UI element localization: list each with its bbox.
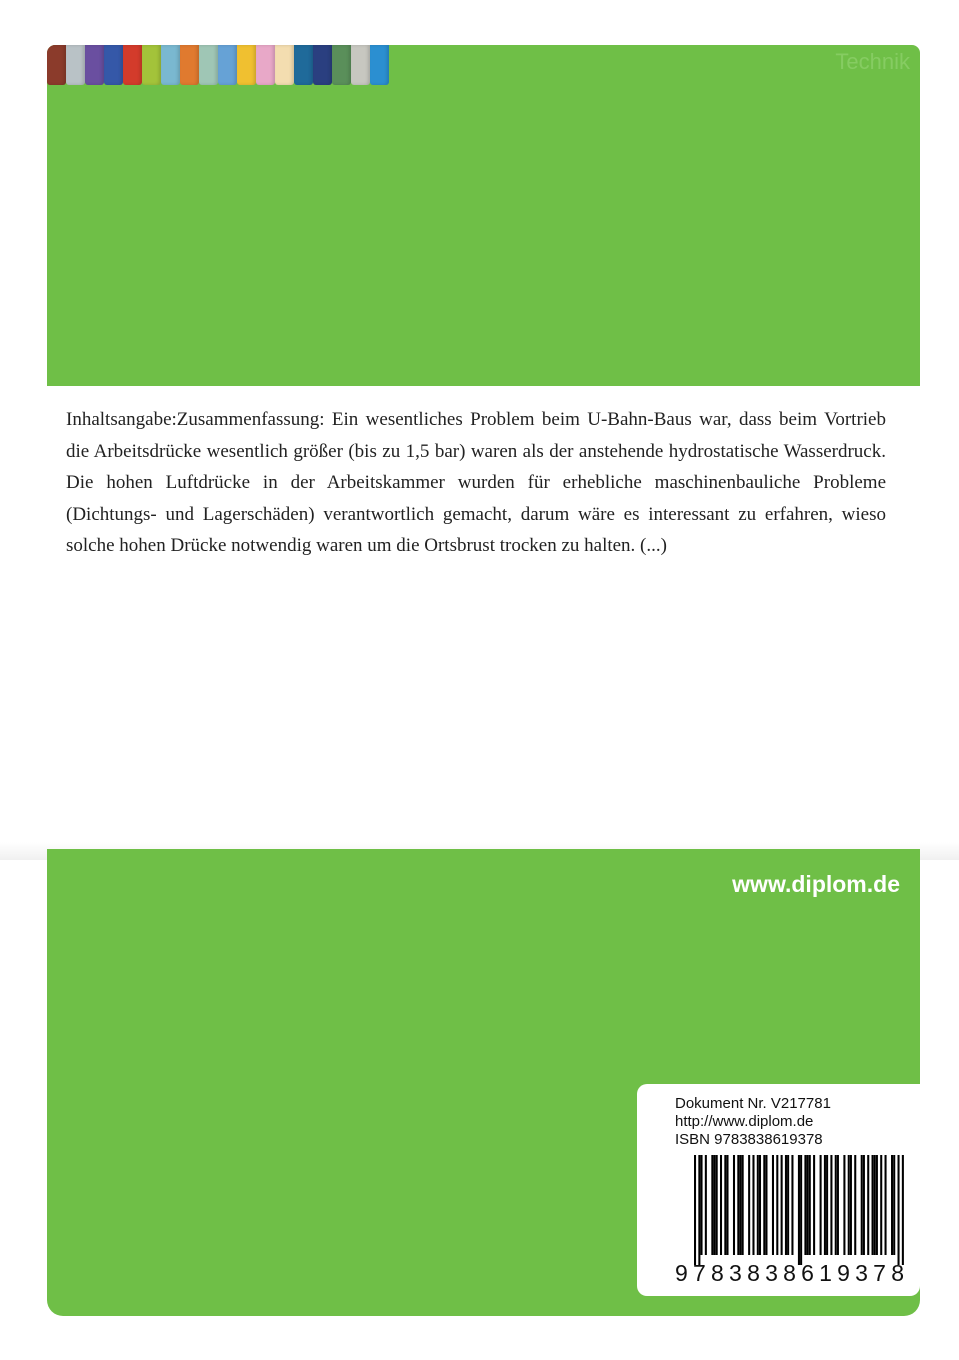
color-stripe xyxy=(142,45,161,85)
isbn-digit: 9 xyxy=(675,1260,689,1286)
barcode-bar xyxy=(752,1155,754,1255)
barcode-bar xyxy=(713,1155,715,1255)
isbn-digit: 8 xyxy=(891,1260,905,1286)
color-stripe xyxy=(180,45,199,85)
barcode-bar xyxy=(809,1155,811,1255)
barcode-bar xyxy=(716,1155,718,1255)
barcode-bar xyxy=(867,1155,869,1255)
color-stripe xyxy=(104,45,123,85)
isbn-digit: 9 xyxy=(837,1260,851,1286)
barcode-bar xyxy=(724,1155,726,1255)
barcode-bar xyxy=(742,1155,744,1255)
barcode-bar xyxy=(863,1155,865,1255)
barcode-bar xyxy=(893,1155,895,1255)
color-stripe xyxy=(275,45,294,85)
barcode-bar xyxy=(880,1155,882,1255)
barcode-bar xyxy=(843,1155,845,1255)
category-label: Technik xyxy=(835,49,910,74)
color-stripe xyxy=(237,45,256,85)
isbn-digit: 7 xyxy=(693,1260,707,1286)
top-cover-panel xyxy=(47,45,920,386)
color-stripe xyxy=(199,45,218,85)
barcode-bar xyxy=(791,1155,793,1255)
barcode-bar xyxy=(826,1155,828,1255)
barcode-bar xyxy=(772,1155,774,1255)
barcode-bar xyxy=(737,1155,739,1255)
color-stripe xyxy=(294,45,313,85)
color-stripe xyxy=(218,45,237,85)
isbn-digits xyxy=(675,1260,905,1287)
color-stripes xyxy=(47,45,389,85)
color-stripe xyxy=(123,45,142,85)
barcode-bar xyxy=(820,1155,822,1255)
barcode-bar xyxy=(776,1155,778,1255)
document-info-box xyxy=(637,1084,920,1296)
color-stripe xyxy=(351,45,370,85)
color-stripe xyxy=(85,45,104,85)
barcode-bar xyxy=(787,1155,789,1255)
barcode-bar xyxy=(720,1155,722,1255)
isbn-digit: 8 xyxy=(747,1260,761,1286)
barcode-bar xyxy=(739,1155,741,1255)
barcode-bar xyxy=(757,1155,759,1255)
barcode xyxy=(694,1155,904,1265)
document-number: Dokument Nr. V217781 xyxy=(675,1095,831,1112)
barcode-bar xyxy=(694,1155,696,1265)
isbn-line: ISBN 9783838619378 xyxy=(675,1131,823,1148)
barcode-bar xyxy=(813,1155,815,1255)
document-url: http://www.diplom.de xyxy=(675,1113,814,1130)
isbn-digit: 8 xyxy=(711,1260,725,1286)
isbn-digit: 3 xyxy=(765,1260,779,1286)
color-stripe xyxy=(256,45,275,85)
barcode-bar xyxy=(705,1155,707,1255)
barcode-bar xyxy=(711,1155,713,1255)
barcode-bar xyxy=(874,1155,876,1255)
barcode-bar xyxy=(759,1155,761,1255)
barcode-bar xyxy=(872,1155,874,1255)
barcode-bar xyxy=(854,1155,856,1255)
barcode-bar xyxy=(785,1155,787,1255)
barcode-bar xyxy=(824,1155,826,1255)
barcode-bar xyxy=(837,1155,839,1255)
color-stripe xyxy=(66,45,85,85)
barcode-bar xyxy=(804,1155,806,1255)
isbn-digit: 6 xyxy=(801,1260,815,1286)
barcode-bar xyxy=(781,1155,783,1255)
barcode-bar xyxy=(763,1155,765,1255)
color-stripe xyxy=(161,45,180,85)
color-stripe xyxy=(332,45,351,85)
barcode-bar xyxy=(848,1155,850,1255)
barcode-bar xyxy=(800,1155,802,1265)
color-stripe xyxy=(313,45,332,85)
color-stripe xyxy=(47,45,66,85)
isbn-digit: 7 xyxy=(873,1260,887,1286)
barcode-bar xyxy=(850,1155,852,1255)
barcode-bar xyxy=(748,1155,750,1255)
barcode-bar xyxy=(885,1155,887,1255)
website-label: www.diplom.de xyxy=(732,871,900,897)
isbn-digit: 8 xyxy=(783,1260,797,1286)
isbn-digit: 3 xyxy=(729,1260,743,1286)
bottom-cover-panel xyxy=(47,849,920,1316)
barcode-bar xyxy=(830,1155,832,1255)
document-info-lines xyxy=(675,1095,831,1149)
barcode-bar xyxy=(898,1155,900,1265)
barcode-bar xyxy=(807,1155,809,1255)
color-stripe xyxy=(370,45,389,85)
barcode-bar xyxy=(726,1155,728,1255)
barcode-bar xyxy=(861,1155,863,1255)
abstract-text: Inhaltsangabe:Zusammenfassung: Ein wesentliches Problem beim U-Bahn-Baus war, dass beim Vortrieb die Arbeitsdrücke wesentlich größer (bis zu 1,5 bar) waren als der anstehende hydrostatische Wasserdruck. Die hohen Luftdrücke in der Arbeitskammer wurden für erhebliche maschinenbauliche Probleme (Dichtungs- und Lagerschäden) verantwortlich gemacht, darum wäre es interessant zu erfahren, wieso solche hohen Drücke notwendig waren um die Ortsbrust trocken zu halten. (...) xyxy=(66,409,886,557)
barcode-bar xyxy=(902,1155,904,1265)
barcode-bar xyxy=(835,1155,837,1255)
barcode-bar xyxy=(891,1155,893,1255)
barcode-bar xyxy=(698,1155,700,1265)
barcode-bar xyxy=(798,1155,800,1265)
isbn-digit: 1 xyxy=(819,1260,833,1286)
barcode-bar xyxy=(876,1155,878,1255)
barcode-bar xyxy=(765,1155,767,1255)
barcode-bar xyxy=(733,1155,735,1255)
isbn-digit: 3 xyxy=(855,1260,869,1286)
barcode-bar xyxy=(700,1155,702,1255)
